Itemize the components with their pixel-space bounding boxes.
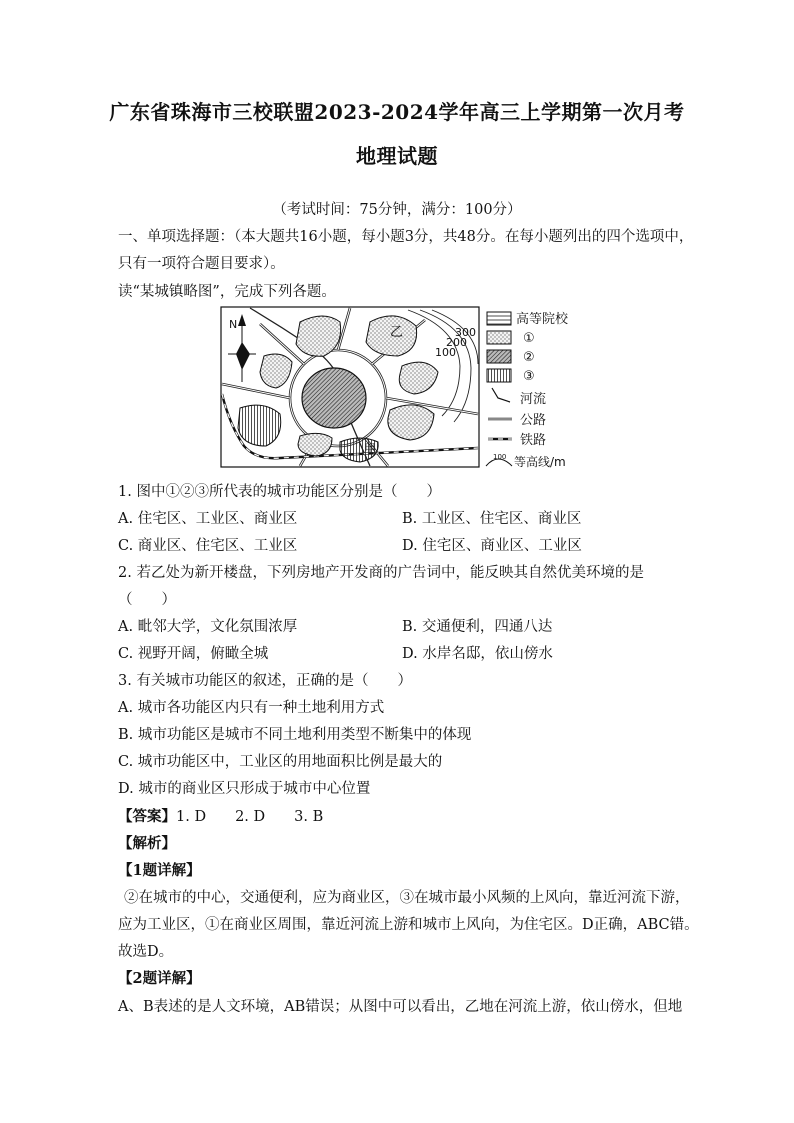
- q2-option-b: B. 交通便利，四通八达: [402, 619, 553, 635]
- contour-label-100: 100: [435, 346, 456, 359]
- q1-stem: 1. 图中①②③所代表的城市功能区分别是（ ）: [118, 484, 441, 500]
- q1-option-a: A. 住宅区、工业区、商业区: [118, 511, 298, 527]
- svg-text:河流: 河流: [520, 392, 547, 407]
- map-legend: [486, 311, 569, 469]
- detail1-line3: 故选D。: [118, 944, 174, 960]
- section-instructions-1: 一、单项选择题：（本大题共16小题，每小题3分，共48分。在每小题列出的四个选项中，: [118, 229, 694, 245]
- q3-stem: 3. 有关城市功能区的叙述，正确的是（ ）: [118, 673, 412, 689]
- q1-option-d: D. 住宅区、商业区、工业区: [402, 538, 582, 554]
- q1-option-c: C. 商业区、住宅区、工业区: [118, 538, 298, 554]
- svg-text:铁路: 铁路: [520, 433, 547, 448]
- title-line-2: 地理试题: [356, 144, 438, 168]
- q3-option-d: D. 城市的商业区只形成于城市中心位置: [118, 781, 371, 797]
- q2-option-a: A. 毗邻大学，文化氛围浓厚: [118, 619, 298, 635]
- answer-text: 1. D 2. D 3. B: [176, 809, 324, 825]
- q1-option-b: B. 工业区、住宅区、商业区: [402, 511, 582, 527]
- q2-option-c: C. 视野开阔，俯瞰全城: [118, 646, 269, 662]
- analysis-label: 【解析】: [118, 835, 176, 852]
- q2-option-d: D. 水岸名邸，依山傍水: [402, 646, 553, 662]
- town-map-figure: [220, 306, 580, 470]
- svg-text:100: 100: [493, 453, 507, 461]
- q2-stem-paren: （ ）: [118, 592, 176, 608]
- q3-option-b: B. 城市功能区是城市不同土地利用类型不断集中的体现: [118, 727, 472, 743]
- label-yi: 乙: [390, 325, 404, 340]
- detail2-line1: A、B表述的是人文环境，AB错误；从图中可以看出，乙地在河流上游，依山傍水，但地: [118, 999, 683, 1015]
- answer-line: [118, 805, 323, 826]
- svg-text:①: ①: [523, 331, 535, 346]
- answer-label: 【答案】: [118, 808, 176, 825]
- detail2-label: 【2题详解】: [118, 970, 201, 987]
- q3-option-c: C. 城市功能区中，工业区的用地面积比例是最大的: [118, 754, 443, 770]
- detail1-label: 【1题详解】: [118, 862, 201, 879]
- svg-text:等高线/m: 等高线/m: [514, 455, 566, 469]
- detail1-line1: ②在城市的中心，交通便利，应为商业区，③在城市最小风频的上风向，靠近河流下游，: [124, 890, 690, 906]
- svg-text:公路: 公路: [520, 413, 547, 428]
- contour-label-200: 200: [446, 336, 467, 349]
- title-line-1: 广东省珠海市三校联盟2023-2024学年高三上学期第一次月考: [109, 100, 685, 124]
- svg-text:高等院校: 高等院校: [516, 312, 569, 327]
- contour-label-300: 300: [455, 326, 476, 339]
- section-instructions-2: 只有一项符合题目要求）。: [118, 256, 285, 272]
- label-jia: 甲: [364, 442, 377, 456]
- detail1-line2: 应为工业区，①在商业区周围，靠近河流上游和城市上风向，为住宅区。D正确，ABC错。: [118, 917, 699, 933]
- exam-info: （考试时间：75分钟，满分：100分）: [272, 202, 522, 218]
- svg-text:N: N: [229, 318, 238, 331]
- q3-option-a: A. 城市各功能区内只有一种土地利用方式: [118, 700, 385, 716]
- svg-text:③: ③: [523, 369, 535, 384]
- svg-text:②: ②: [523, 350, 535, 365]
- q2-stem: 2. 若乙处为新开楼盘，下列房地产开发商的广告词中，能反映其自然优美环境的是: [118, 565, 644, 581]
- reading-prompt: 读“某城镇略图”，完成下列各题。: [118, 284, 336, 300]
